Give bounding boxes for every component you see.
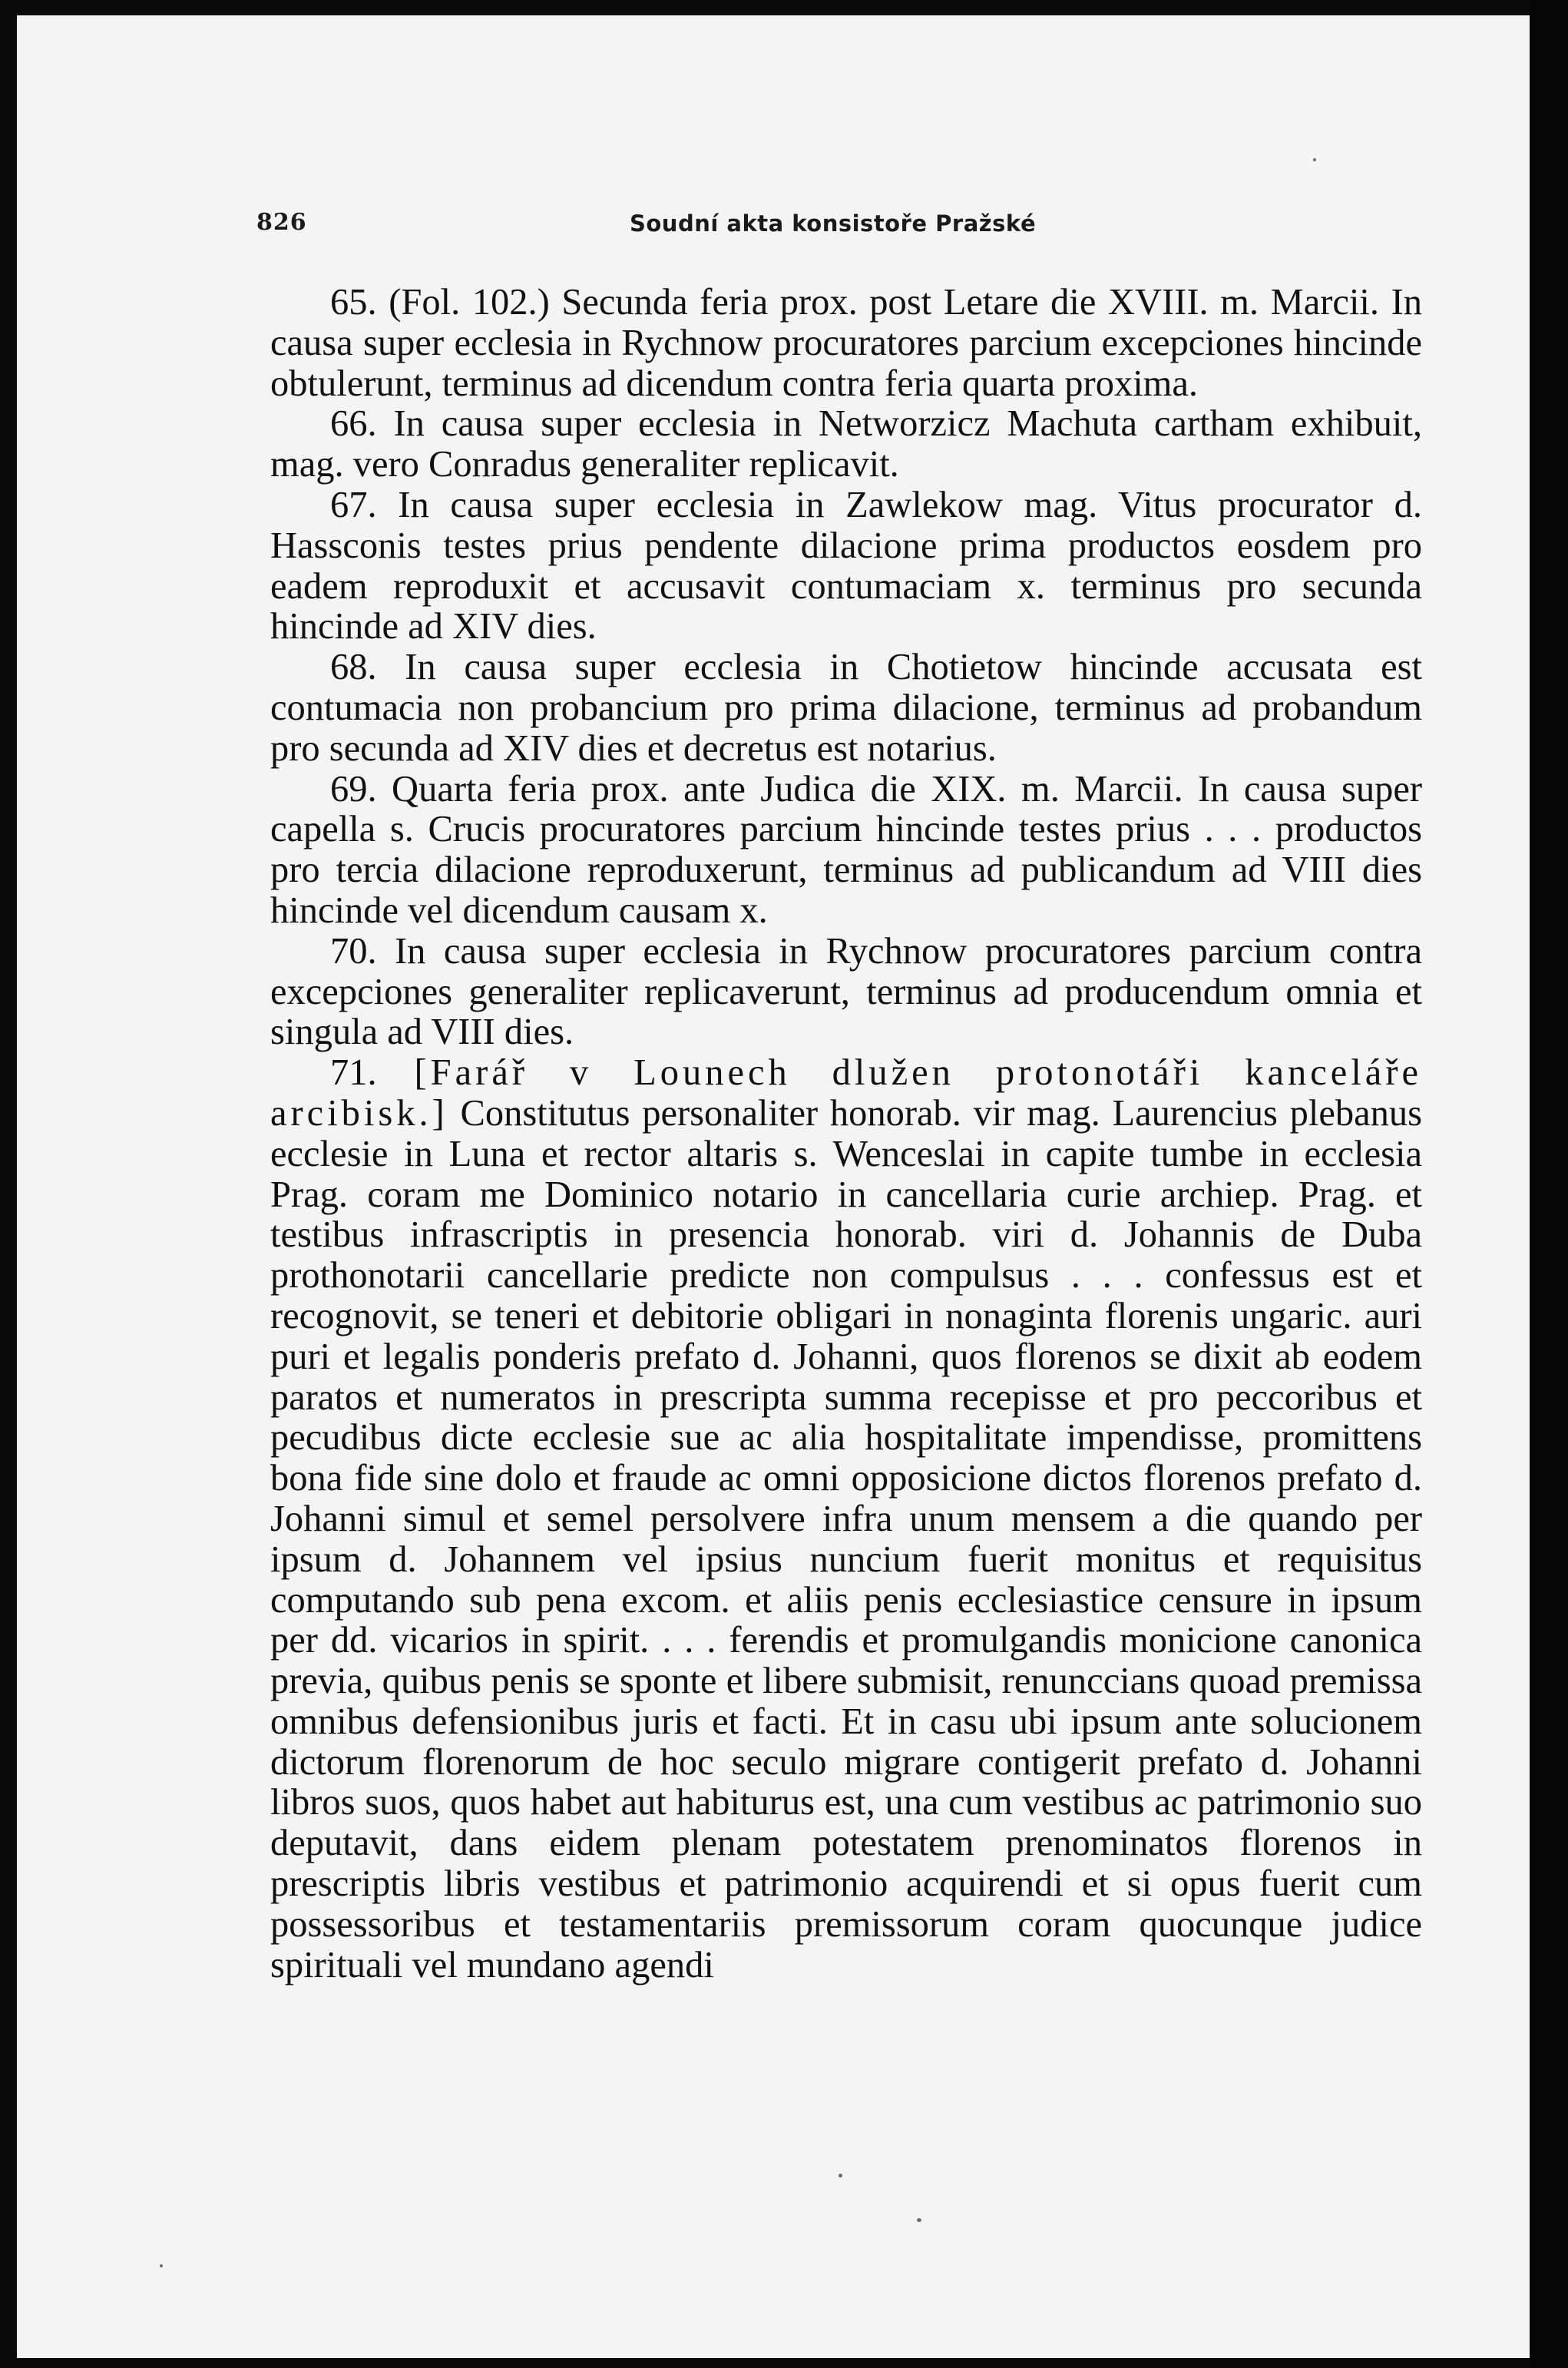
entry-text: Constitutus personaliter honorab. vir mag. Laurencius plebanus ecclesie in Luna et rector altaris s. Wenceslai in capite tumbe in ecclesia Prag. coram me Dominico notario in cancellaria curie archiep. Prag. et testibus infrascriptis in presencia honorab. viri d. Johannis de Duba prothonotarii cancellarie predicte non compulsus . . . confessus est et recognovit, se teneri et debitorie obligari in nonaginta florenis ungaric. auri puri et legalis ponderis prefato d. Johanni, quos florenos se dixit ab eodem paratos et numeratos in prescripta summa recepisse et pro peccoribus et pecudibus dicte ecclesie sue ac alia hospitalitate impendisse, promittens bona fide sine dolo et fraude ac omni opposicione dictos florenos prefato d. Johanni simul et semel persolvere infra unum mensem a die quando per ipsum d. Johannem vel ipsius nuncium fuerit monitus et requisitus computando sub pena excom. et aliis penis ecclesiastice censure in ipsum per dd. vicarios in spirit. . . . ferendis et promulgandis monicione canonica previa, quibus penis se sponte et libere submisit, renunccians quoad premissa omnibus defensionibus juris et facti. Et in casu ubi ipsum ante solucionem dictorum florenorum de hoc seculo migrare contigerit prefato d. Johanni libros suos, quos habet aut habiturus est, una cum vestibus ac patrimonio suo deputavit, dans eidem plenam potestatem prenominatos florenos in prescriptis libris vestibus et patrimonio acquirendi et si opus fuerit cum possessoribus et testamentariis premissorum coram quocunque judice spirituali vel mundano agendi bbox=[270, 1092, 1423, 1985]
entry-65 bbox=[270, 283, 1422, 404]
entry-text: Quarta feria prox. ante Judica die XIX. m. Marcii. In causa super capella s. Crucis procuratores parcium hincinde testes prius . . . productos pro tercia dilacione reproduxerunt, terminus ad publicandum ad VIII dies hincinde vel dicendum causam x. bbox=[270, 768, 1423, 931]
entry-text: (Fol. 102.) Secunda feria prox. post Letare die XVIII. m. Marcii. In causa super ecclesia in Rychnow procuratores parcium excepciones hincinde obtulerunt, terminus ad dicendum contra feria quarta proxima. bbox=[270, 282, 1423, 404]
entry-number: 71. bbox=[330, 1052, 377, 1094]
entry-text: In causa super ecclesia in Zawlekow mag. Vitus procurator d. Hassconis testes prius pendente dilacione prima productos eosdem pro eadem reproduxit et accusavit contumaciam x. terminus pro secunda hincinde ad XIV dies. bbox=[270, 484, 1422, 647]
entry-heading: [Farář v Lounech dlužen protonotáři kanceláře arcibisk.] bbox=[270, 1052, 1422, 1134]
entry-70 bbox=[270, 932, 1422, 1053]
scan-speck bbox=[1313, 158, 1316, 161]
entry-number: 70. bbox=[330, 930, 377, 972]
entry-number: 68. bbox=[330, 647, 377, 688]
entry-67 bbox=[270, 485, 1422, 647]
entry-69 bbox=[270, 770, 1422, 932]
entry-number: 66. bbox=[330, 403, 377, 445]
scan-speck bbox=[839, 2174, 842, 2178]
entry-71 bbox=[270, 1053, 1422, 1985]
scan-speck bbox=[917, 2218, 921, 2222]
entry-text: In causa super ecclesia in Rychnow procuratores parcium contra excepciones generaliter replicaverunt, terminus ad producendum omnia et singula ad VIII dies. bbox=[270, 930, 1423, 1053]
page-number: 826 bbox=[256, 209, 307, 236]
scan-speck bbox=[160, 2264, 163, 2267]
scan-right-edge bbox=[1530, 0, 1568, 2368]
entry-text: In causa super ecclesia in Networzicz Machuta cartham exhibuit, mag. vero Conradus generaliter replicavit. bbox=[270, 403, 1422, 485]
entry-number: 65. bbox=[330, 282, 377, 323]
entry-text: In causa super ecclesia in Chotietow hincinde accusata est contumacia non probancium pro prima dilacione, terminus ad probandum pro secunda ad XIV dies et decretus est notarius. bbox=[270, 647, 1423, 769]
entry-68 bbox=[270, 647, 1422, 769]
document-page bbox=[17, 15, 1530, 2358]
entry-number: 69. bbox=[330, 768, 377, 810]
running-header-title: Soudní akta konsistoře Pražské bbox=[630, 210, 1037, 237]
document-body bbox=[270, 283, 1422, 1985]
entry-number: 67. bbox=[330, 484, 377, 525]
entry-66 bbox=[270, 404, 1422, 485]
